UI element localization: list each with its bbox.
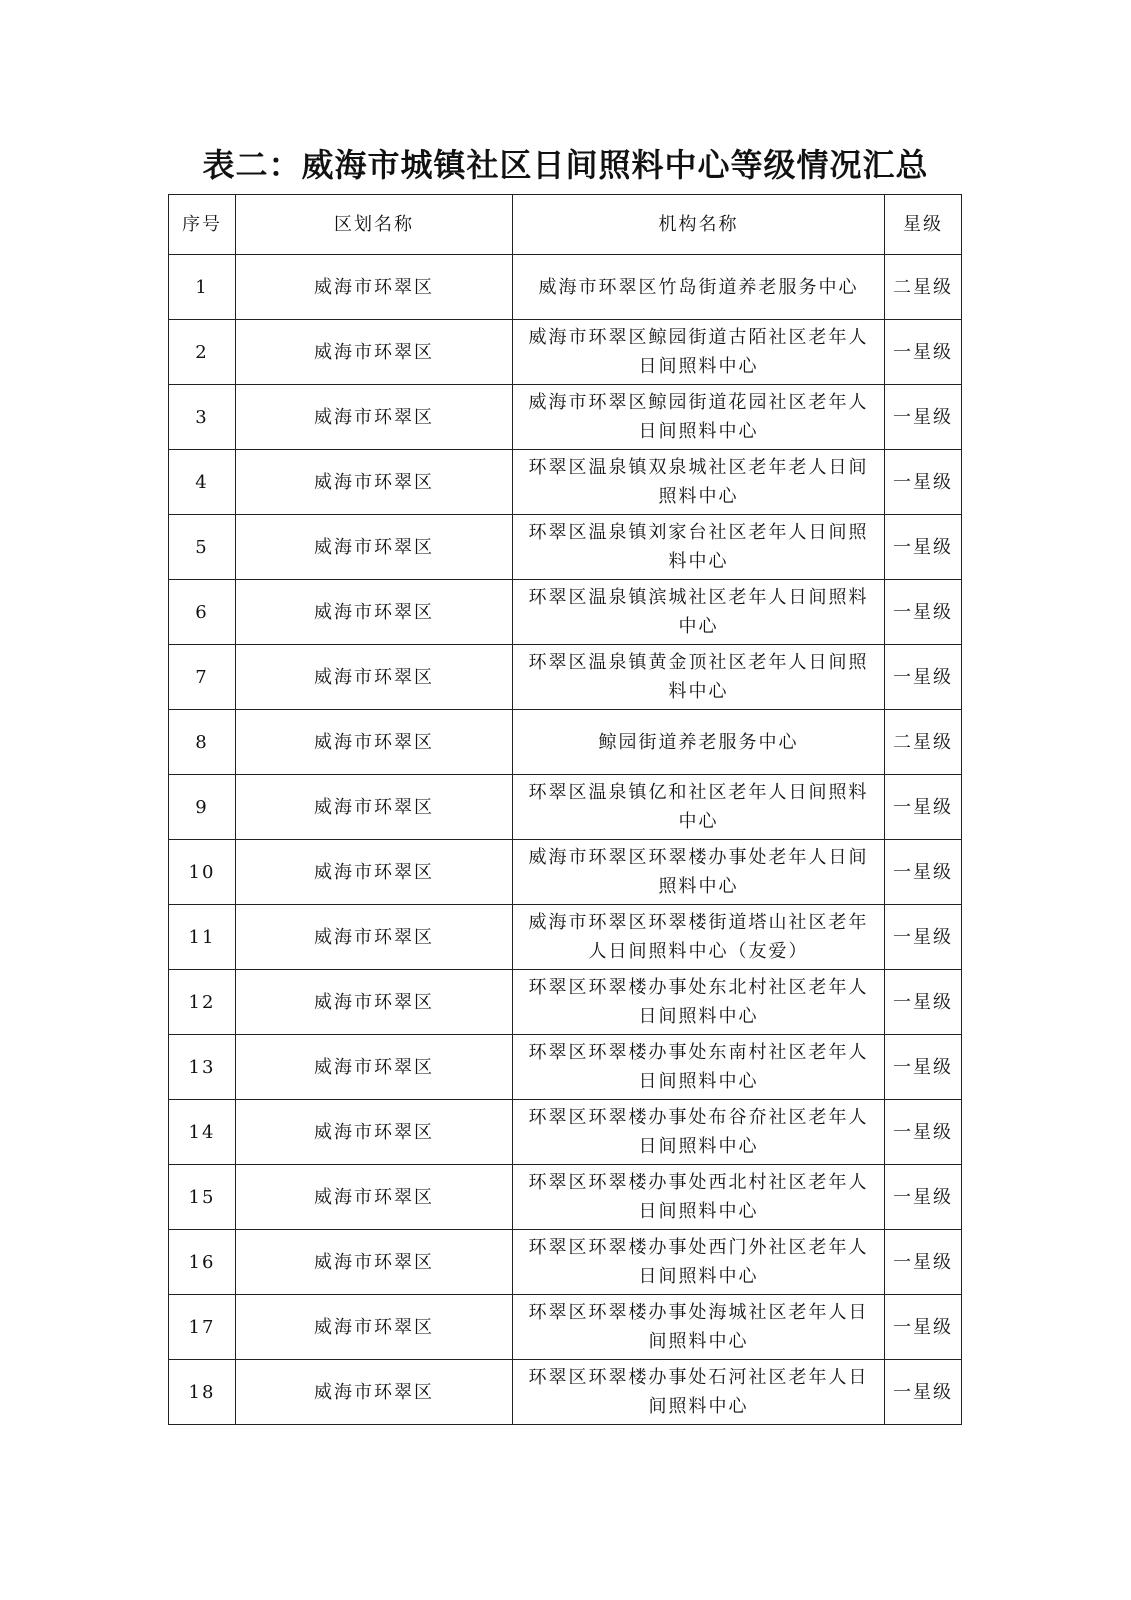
cell-region: 威海市环翠区 [236,1230,513,1295]
cell-level: 一星级 [885,1295,962,1360]
table-row [169,255,962,320]
cell-region: 威海市环翠区 [236,255,513,320]
cell-seq: 1 [169,255,236,320]
cell-seq: 11 [169,905,236,970]
cell-level: 一星级 [885,840,962,905]
table-row [169,1165,962,1230]
cell-region: 威海市环翠区 [236,1100,513,1165]
cell-institution: 环翠区环翠楼办事处布谷夼社区老年人日间照料中心 [513,1100,885,1165]
table-row [169,645,962,710]
cell-level: 二星级 [885,710,962,775]
table-row [169,905,962,970]
cell-region: 威海市环翠区 [236,970,513,1035]
cell-institution: 环翠区环翠楼办事处石河社区老年人日间照料中心 [513,1360,885,1425]
table-row [169,1360,962,1425]
cell-institution: 环翠区温泉镇滨城社区老年人日间照料中心 [513,580,885,645]
cell-institution: 威海市环翠区环翠楼街道塔山社区老年人日间照料中心（友爱） [513,905,885,970]
table-row [169,450,962,515]
cell-institution: 环翠区环翠楼办事处西北村社区老年人日间照料中心 [513,1165,885,1230]
table-row [169,1035,962,1100]
cell-region: 威海市环翠区 [236,320,513,385]
table-header-row [169,195,962,255]
table-row [169,320,962,385]
cell-seq: 8 [169,710,236,775]
table-row [169,1295,962,1360]
cell-level: 一星级 [885,1165,962,1230]
cell-level: 一星级 [885,1230,962,1295]
table-row [169,970,962,1035]
cell-seq: 3 [169,385,236,450]
cell-region: 威海市环翠区 [236,450,513,515]
cell-region: 威海市环翠区 [236,1360,513,1425]
table-row [169,385,962,450]
cell-region: 威海市环翠区 [236,1295,513,1360]
cell-level: 一星级 [885,645,962,710]
cell-institution: 环翠区环翠楼办事处西门外社区老年人日间照料中心 [513,1230,885,1295]
cell-region: 威海市环翠区 [236,1165,513,1230]
cell-seq: 7 [169,645,236,710]
cell-seq: 16 [169,1230,236,1295]
cell-seq: 13 [169,1035,236,1100]
cell-level: 一星级 [885,450,962,515]
cell-region: 威海市环翠区 [236,1035,513,1100]
cell-region: 威海市环翠区 [236,775,513,840]
cell-level: 一星级 [885,1100,962,1165]
cell-institution: 环翠区温泉镇黄金顶社区老年人日间照料中心 [513,645,885,710]
cell-seq: 5 [169,515,236,580]
cell-institution: 环翠区温泉镇双泉城社区老年老人日间照料中心 [513,450,885,515]
cell-region: 威海市环翠区 [236,840,513,905]
cell-institution: 环翠区温泉镇刘家台社区老年人日间照料中心 [513,515,885,580]
cell-institution: 环翠区环翠楼办事处东南村社区老年人日间照料中心 [513,1035,885,1100]
cell-region: 威海市环翠区 [236,385,513,450]
cell-institution: 威海市环翠区鲸园街道花园社区老年人日间照料中心 [513,385,885,450]
cell-institution: 威海市环翠区环翠楼办事处老年人日间照料中心 [513,840,885,905]
cell-institution: 威海市环翠区竹岛街道养老服务中心 [513,255,885,320]
cell-seq: 9 [169,775,236,840]
table-row [169,1230,962,1295]
header-level: 星级 [885,195,962,255]
cell-level: 一星级 [885,1035,962,1100]
table-row [169,515,962,580]
cell-level: 一星级 [885,580,962,645]
header-region: 区划名称 [236,195,513,255]
cell-seq: 6 [169,580,236,645]
cell-seq: 10 [169,840,236,905]
cell-institution: 威海市环翠区鲸园街道古陌社区老年人日间照料中心 [513,320,885,385]
cell-level: 一星级 [885,775,962,840]
table-row [169,840,962,905]
cell-seq: 17 [169,1295,236,1360]
cell-institution: 环翠区温泉镇亿和社区老年人日间照料中心 [513,775,885,840]
cell-level: 一星级 [885,320,962,385]
cell-level: 一星级 [885,515,962,580]
cell-seq: 15 [169,1165,236,1230]
cell-institution: 环翠区环翠楼办事处东北村社区老年人日间照料中心 [513,970,885,1035]
header-seq: 序号 [169,195,236,255]
cell-level: 一星级 [885,970,962,1035]
cell-region: 威海市环翠区 [236,515,513,580]
table-row [169,775,962,840]
cell-seq: 14 [169,1100,236,1165]
cell-level: 一星级 [885,1360,962,1425]
table-row [169,1100,962,1165]
cell-region: 威海市环翠区 [236,580,513,645]
cell-region: 威海市环翠区 [236,710,513,775]
cell-seq: 4 [169,450,236,515]
cell-seq: 2 [169,320,236,385]
cell-region: 威海市环翠区 [236,905,513,970]
cell-level: 一星级 [885,905,962,970]
cell-seq: 12 [169,970,236,1035]
page-title: 表二：威海市城镇社区日间照料中心等级情况汇总 [202,146,929,184]
header-institution: 机构名称 [513,195,885,255]
cell-institution: 鲸园街道养老服务中心 [513,710,885,775]
table-row [169,710,962,775]
cell-level: 一星级 [885,385,962,450]
cell-seq: 18 [169,1360,236,1425]
cell-institution: 环翠区环翠楼办事处海城社区老年人日间照料中心 [513,1295,885,1360]
table-body [169,255,962,1425]
summary-table [168,194,962,1425]
cell-region: 威海市环翠区 [236,645,513,710]
table-row [169,580,962,645]
cell-level: 二星级 [885,255,962,320]
